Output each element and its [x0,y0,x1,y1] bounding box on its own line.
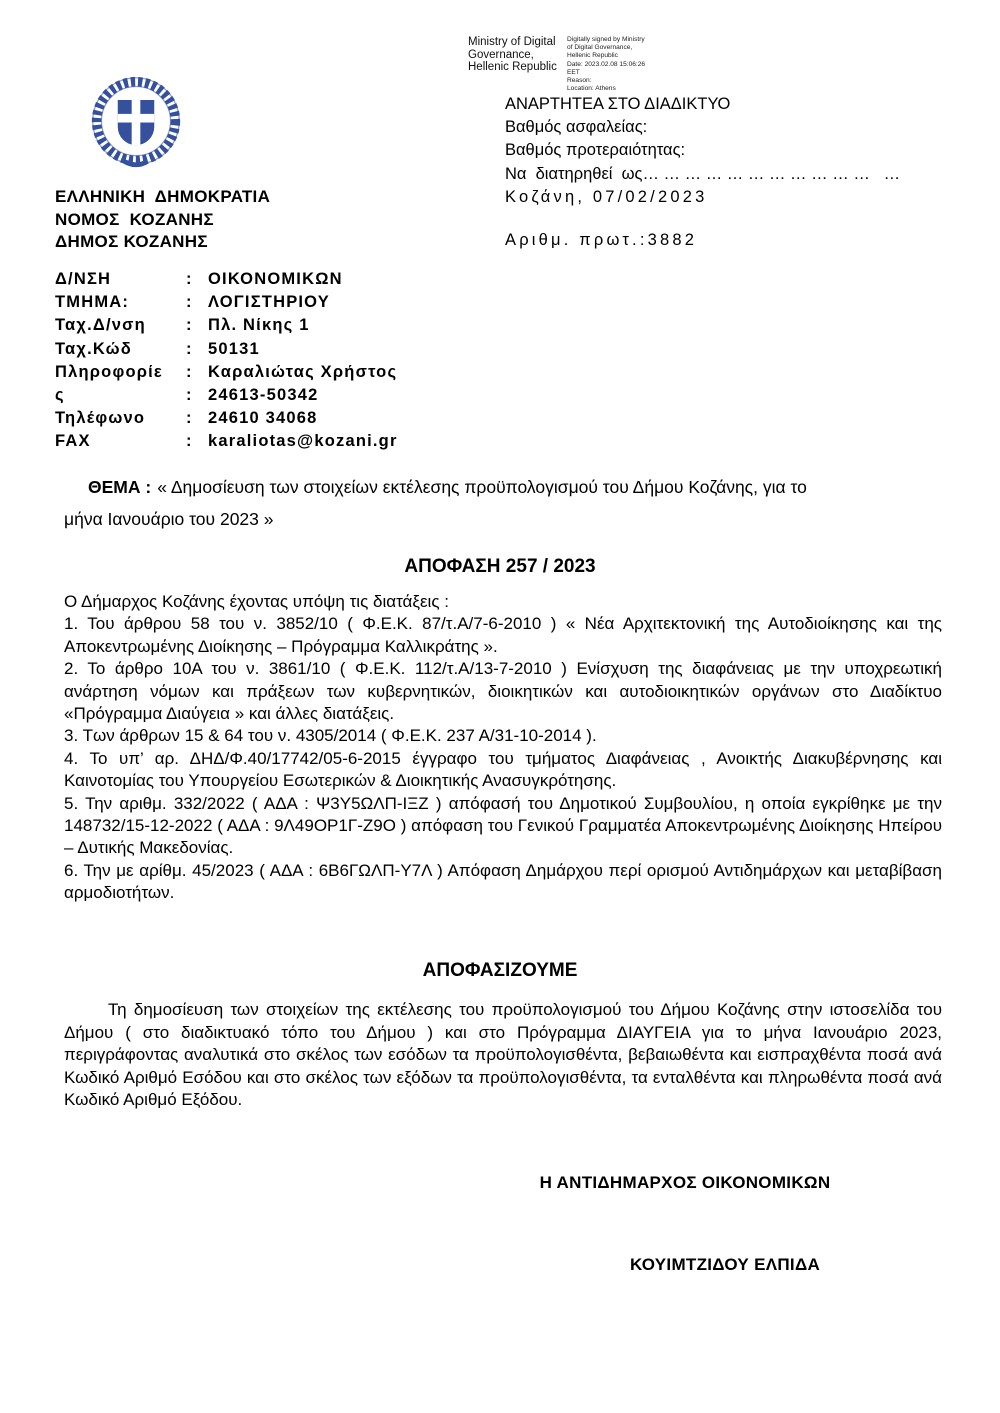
signature-detail-line: EET [567,68,580,76]
org-line-municipality: ΔΗΜΟΣ ΚΟΖΑΝΗΣ [55,232,208,251]
contact-label: Δ/ΝΣΗ [55,270,112,288]
city-date: Κοζάνη, 07/02/2023 [505,187,708,206]
signer-line: Ministry of Digital [468,36,556,48]
contact-value: ΟΙΚΟΝΟΜΙΚΩΝ [208,270,343,288]
contact-colon: : [186,339,193,358]
contact-value: 24613-50342 [208,386,319,405]
priority-level-line: Βαθμός προτεραιότητας: [505,141,686,160]
decide-heading: ΑΠΟΦΑΣΙΖΟΥΜΕ [422,960,578,981]
signature-detail-line: of Digital Governance, [567,44,633,52]
contact-row [55,430,398,453]
contact-label: Πληροφορίε [55,362,163,381]
preamble-item: 1. Του άρθρου 58 του ν. 3852/10 ( Φ.Ε.Κ. 87/τ.Α/7-6-2010 ) « Νέα Αρχιτεκτονική της Αυτοδιοίκησης και της Αποκεντρωμένης Διοίκησης – Πρόγραμμα Καλλικράτης ». [64,614,942,656]
contact-colon: : [186,432,193,451]
preamble-item: 6. Την με αρίθμ. 45/2023 ( ΑΔΑ : 6Β6ΓΩΛΠ-Υ7Λ ) Απόφαση Δημάρχου περί ορισμού Αντιδημάρχων και μεταβίβαση αρμοδιοτήτων. [64,860,942,903]
contact-value: ΛΟΓΙΣΤΗΡΙΟΥ [208,293,330,312]
contact-label: Ταχ.Δ/νση [55,316,146,335]
contact-colon: : [186,386,193,405]
contact-row [55,338,398,361]
contact-row [55,407,398,430]
signature-details [567,36,667,93]
signatory-title: Η ΑΝΤΙΔΗΜΑΡΧΟΣ ΟΙΚΟΝΟΜΙΚΩΝ [539,1173,831,1192]
contact-value: karaliotas@kozani.gr [208,432,398,451]
security-level-line: Βαθμός ασφαλείας: [505,118,648,137]
org-header [55,186,270,254]
contact-value: 24610 34068 [208,409,318,428]
preamble-section [64,591,942,905]
preamble-item: 2. Το άρθρο 10Α του ν. 3861/10 ( Φ.Ε.Κ. 112/τ.Α/13-7-2010 ) Ενίσχυση της διαφάνειας με την υποχρεωτική ανάρτηση νόμων και πράξεων των κυβερνητικών, διοικητικών και αυτοδιοικητικών οργάνων στο Διαδίκτυο «Πρόγραμμα Διαύγεια » και άλλες διατάξεις. [64,659,942,724]
contact-label: Ταχ.Κώδ [55,339,132,358]
decision-number-heading: ΑΠΟΦΑΣΗ 257 / 2023 [404,556,596,577]
retention-line: Να διατηρηθεί ως… … … … … … … … … … … … [505,164,901,183]
contact-colon: : [186,293,193,312]
contact-row [55,291,398,314]
contact-value: Πλ. Νίκης 1 [208,316,310,335]
preamble-item: 5. Την αριθμ. 332/2022 ( ΑΔΑ : Ψ3Υ5ΩΛΠ-ΙΞΖ ) απόφασή του Δημοτικού Συμβουλίου, η οποία εγκρίθηκε με την 148732/15-12-2022 ( ΑΔΑ : 9Λ49ΟΡ1Γ-Ζ9Ο ) απόφαση του Γενικού Γραμματέα Αποκεντρωμένης Διοίκησης Ηπείρου – Δυτικής Μακεδονίας. [64,793,942,858]
subject-text: « Δημοσίευση των στοιχείων εκτέλεσης προϋπολογισμού του Δήμου Κοζάνης, για το [157,477,807,497]
contact-value: 50131 [208,339,260,358]
signer-line: Hellenic Republic [468,61,557,73]
signature-detail-line: Date: 2023.02.08 15:06:26 [567,60,646,68]
contact-row [55,314,398,337]
contact-row [55,361,398,384]
signer-line: Governance, [468,48,534,61]
subject-label: ΘΕΜΑ : [88,477,152,497]
subject-line-2: μήνα Ιανουάριο του 2023 » [64,509,274,529]
signature-detail-line: Reason: [567,77,592,85]
contact-table [55,268,398,454]
preamble-intro: Ο Δήμαρχος Κοζάνης έχοντας υπόψη τις διατάξεις : [64,592,449,611]
contact-colon: : [186,362,193,381]
contact-value: Καραλιώτας Χρήστος [208,362,398,381]
contact-label: Τηλέφωνο [55,409,146,428]
contact-colon: : [186,409,193,428]
signature-detail-line: Location: Athens [567,85,616,93]
subject-section [64,477,942,530]
org-line-republic: ΕΛΛΗΝΙΚΗ ΔΗΜΟΚΡΑΤΙΑ [55,187,271,206]
signature-detail-line: Hellenic Republic [567,52,618,60]
org-line-prefecture: ΝΟΜΟΣ ΚΟΖΑΝΗΣ [55,209,214,229]
contact-colon: : [186,316,193,335]
contact-label: FAX [55,432,91,451]
signature-detail-line: Digitally signed by Ministry [567,36,645,43]
decision-body-paragraph: Τη δημοσίευση των στοιχείων της εκτέλεσης του προϋπολογισμού του Δήμου Κοζάνης στην ιστοσελίδα του Δήμου ( στο διαδικτυακό τόπο του Δήμου ) και στο Πρόγραμμα ΔΙΑΥΓΕΙΑ για το μήνα Ιανουάριο 2023, περιγράφοντας αναλυτικά στο σκέλος των εσόδων τα προϋπολογισθέντα, βεβαιωθέντα και εισπραχθέντα ποσά ανά Κωδικό Αριθμό Εσόδου και στο σκέλος των εξόδων τα προϋπολογισθέντα, τα ενταλθέντα και πληρωθέντα ποσά ανά Κωδικό Αριθμό Εξόδου. [64,1000,942,1110]
subject-line-1 [64,477,942,498]
hellenic-republic-emblem-icon [88,72,184,174]
header-right-block [505,93,900,252]
signature-signer [468,36,567,93]
contact-colon: : [186,270,193,288]
protocol-number: Αριθμ. πρωτ.:3882 [505,231,698,250]
preamble-item: 4. Το υπ’ αρ. ΔΗΔ/Φ.40/17742/05-6-2015 έγγραφο του τμήματος Διαφάνειας , Ανοικτής Διακυβέρνησης και Καινοτομίας του Υπουργείου Εσωτερικών & Διοικητικής Ανασυγκρότησης. [64,748,942,791]
contact-label: ς [55,386,65,405]
contact-label: ΤΜΗΜΑ: [55,293,130,312]
contact-row [55,268,398,291]
digital-signature-stamp [468,36,667,93]
posted-on-web-line: ΑΝΑΡΤΗΤΕΑ ΣΤΟ ΔΙΑΔΙΚΤΥΟ [505,95,731,113]
signatory-name: ΚΟΥΙΜΤΖΙΔΟΥ ΕΛΠΙΔΑ [629,1255,821,1274]
preamble-item: 3. Των άρθρων 15 & 64 του ν. 4305/2014 ( Φ.Ε.Κ. 237 Α/31-10-2014 ). [64,726,597,746]
contact-row [55,384,398,407]
